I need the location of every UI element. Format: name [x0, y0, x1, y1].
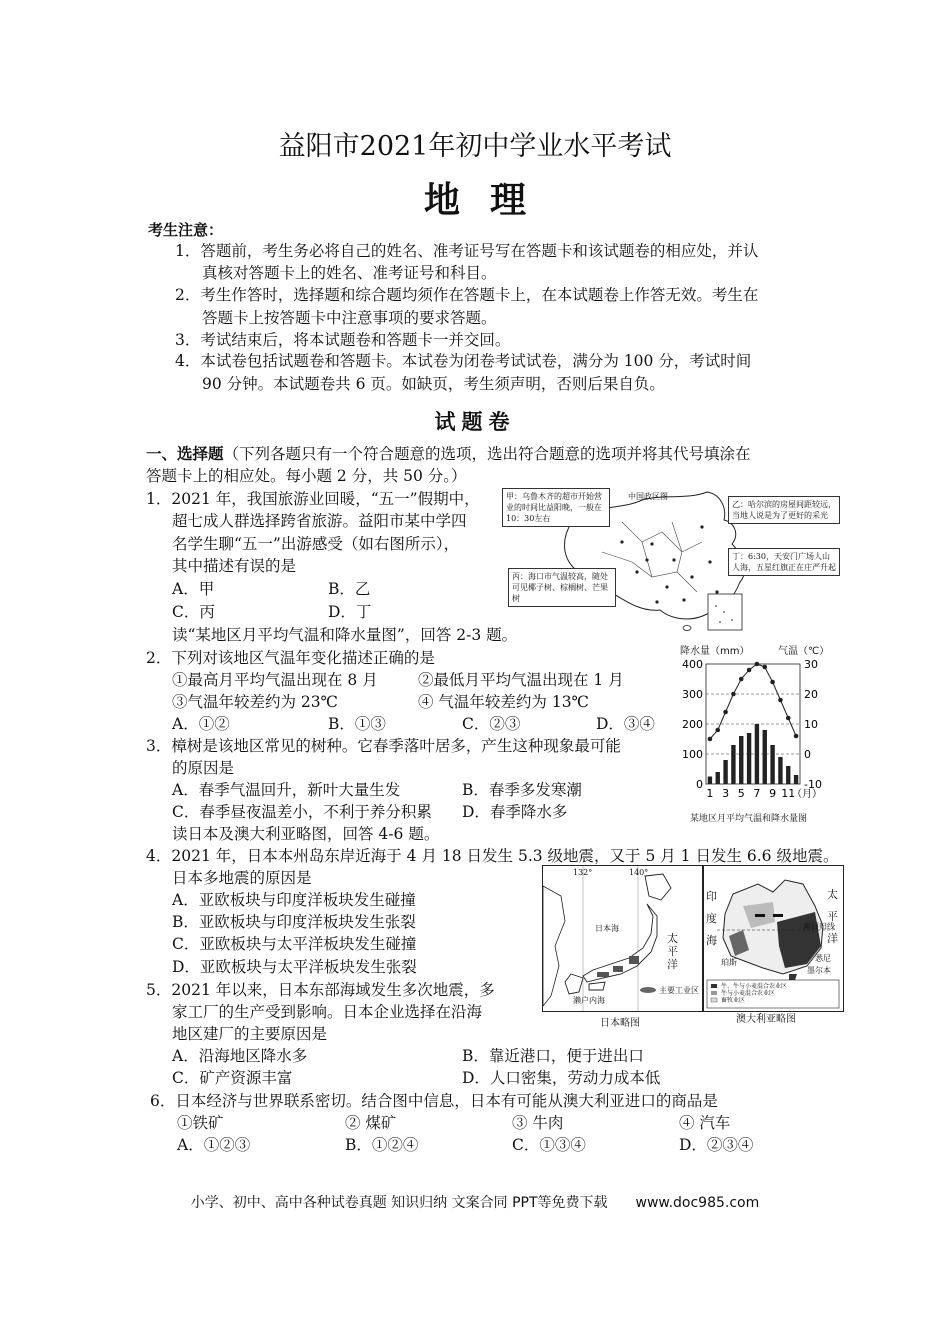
q6-option-c: C．①③④ — [512, 1136, 586, 1154]
q2-option-d: D．③④ — [596, 715, 655, 733]
x-axis-unit: （月） — [792, 789, 822, 800]
notice-item-4: 4．本试卷包括试题卷和答题卡。本试卷为闭卷考试试卷，满分为 100 分，考试时间 — [175, 352, 752, 370]
precipitation-bar — [755, 724, 759, 784]
notice-item-1: 1．答题前，考生务必将自己的姓名、准考证号写在答题卡和该试题卷的相应处，并认 — [175, 242, 759, 260]
y-left-tick-label: 100 — [682, 748, 703, 761]
temperature-point — [723, 710, 728, 715]
exam-title: 益阳市2021年初中学业水平考试 — [278, 131, 672, 162]
q6-item-1: ①铁矿 — [177, 1114, 224, 1132]
notice-item-3: 3．考试结束后，将本试题卷和答题卡一并交回。 — [175, 331, 511, 349]
q2-option-a: A．①② — [172, 715, 230, 733]
x-tick-label: 1 — [706, 787, 714, 800]
chart-caption: 某地区月平均气温和降水量图 — [690, 814, 808, 824]
q3-option-b: B．春季多发寒潮 — [462, 781, 582, 799]
temperature-point — [762, 665, 767, 670]
precipitation-bar — [739, 736, 743, 784]
aus-legend-1: 牛、牛与小麦混合农业区 — [721, 983, 788, 990]
q3-option-d: D．春季降水多 — [462, 803, 568, 821]
x-tick-label: 5 — [737, 787, 745, 800]
australia-map-caption: 澳大利亚略图 — [736, 1014, 796, 1025]
aus-legend-2: 牛与小麦混合农业区 — [721, 990, 776, 997]
aus-perth-label: 珀斯 — [721, 958, 737, 967]
japan-map — [542, 865, 704, 1012]
precipitation-bar — [747, 733, 751, 784]
section-1-desc-cont: 答题卡上的相应处。每小题 2 分，共 50 分。） — [146, 467, 467, 485]
q6-item-3: ③ 牛肉 — [512, 1114, 564, 1132]
japan-map-caption: 日本略图 — [600, 1018, 640, 1029]
japan-legend-industrial: 主要工业区 — [659, 986, 699, 995]
notice-item-1-cont: 真核对答题卡上的姓名、准考证号和科目。 — [202, 264, 497, 282]
x-tick-label: 9 — [769, 787, 777, 800]
q6-item-4: ④ 汽车 — [679, 1114, 731, 1132]
q3-stem-2: 的原因是 — [172, 759, 235, 777]
x-tick-label: 11 — [781, 787, 796, 800]
temperature-point — [770, 680, 775, 685]
temperature-point — [731, 692, 736, 697]
japan-bottom-label: 濑户内海 — [573, 996, 605, 1005]
climate-chart-svg — [668, 654, 848, 819]
temperature-point — [755, 662, 760, 667]
precipitation-bar — [763, 730, 767, 784]
temperature-point — [786, 716, 791, 721]
y-left-tick-label: 300 — [682, 688, 703, 701]
q4-option-c: C．亚欧板块与太平洋板块发生碰撞 — [172, 935, 417, 953]
chart-left-title: 降水量（mm） — [680, 646, 750, 657]
q6-item-2: ② 煤矿 — [345, 1114, 397, 1132]
y-left-tick-label: 0 — [696, 778, 703, 791]
section-1-header — [146, 443, 751, 466]
notice-heading: 考生注意： — [148, 221, 224, 239]
x-tick-label: 7 — [753, 787, 761, 800]
q4-option-b: B．亚欧板块与印度洋板块发生张裂 — [172, 913, 416, 931]
y-left-tick-label: 200 — [682, 718, 703, 731]
precipitation-bar — [731, 745, 735, 784]
q4-option-a: A．亚欧板块与印度洋板块发生碰撞 — [172, 891, 416, 909]
precipitation-bar — [708, 777, 712, 785]
q5-stem-2: 家工厂的生产受到影响。日本企业选择在沿海 — [172, 1003, 483, 1021]
notice-item-2-cont: 答题卡上按答题卡中注意事项的要求答题。 — [202, 309, 497, 327]
temperature-point — [708, 737, 713, 742]
precipitation-bar — [716, 772, 720, 784]
japan-lon-140: 140° — [629, 868, 649, 877]
precipitation-bar — [770, 745, 774, 784]
q1-stem-2: 超七成人群选择跨省旅游。益阳市某中学四 — [172, 512, 467, 530]
read-instruction-4-6: 读日本及澳大利亚略图，回答 4-6 题。 — [172, 825, 440, 843]
q6-stem: 6．日本经济与世界联系密切。结合图中信息，日本有可能从澳大利亚进口的商品是 — [150, 1092, 718, 1110]
q2-statement-4: ④ 气温年较差约为 13℃ — [418, 693, 589, 711]
q5-stem-1: 5．2021 年以来，日本东部海域发生多次地震，多 — [146, 981, 495, 999]
section-1-label: 一、选择题 — [146, 445, 224, 463]
aus-indian-2: 度 — [706, 912, 717, 925]
q2-option-c: C．②③ — [462, 715, 521, 733]
q2-statement-3: ③气温年较差约为 23℃ — [172, 693, 338, 711]
q1-option-a: A．甲 — [172, 580, 215, 598]
q5-option-d: D．人口密集，劳动力成本低 — [462, 1069, 661, 1087]
aus-indian-1: 印 — [706, 890, 717, 903]
australia-map — [702, 865, 844, 1012]
aus-legend-3: 畜牧业区 — [721, 997, 746, 1004]
chart-right-title: 气温（℃） — [778, 646, 830, 657]
q1-stem-3: 名学生聊“五一”出游感受（如右图所示）， — [172, 535, 460, 553]
china-map-title: 中国政区图 — [628, 492, 668, 501]
q1-option-d: D．丁 — [328, 603, 372, 621]
q5-option-a: A．沿海地区降水多 — [172, 1047, 308, 1065]
paper-title: 试题卷 — [434, 409, 516, 434]
q3-stem-1: 3．樟树是该地区常见的树种。它春季落叶居多，产生这种现象最可能 — [146, 737, 621, 755]
q5-stem-3: 地区建厂的主要原因是 — [172, 1025, 328, 1043]
q6-option-a: A．①②③ — [177, 1136, 251, 1154]
precipitation-bar — [794, 775, 798, 784]
speech-bing: 丙：海口市气温较高，随处可见椰子树、棕榈树、芒果树 — [508, 568, 616, 607]
q4-stem-2: 日本多地震的原因是 — [172, 869, 312, 887]
speech-jia: 甲：乌鲁木齐的超市开始营业的时间比益阳晚，一般在10：30左右 — [502, 488, 610, 527]
temperature-line — [710, 664, 796, 739]
aus-sydney-label: 悉尼 — [815, 954, 831, 963]
q1-option-c: C．丙 — [172, 603, 215, 621]
x-tick-label: 3 — [722, 787, 730, 800]
q1-option-b: B．乙 — [328, 580, 371, 598]
y-left-tick-label: 400 — [682, 658, 703, 671]
precipitation-bar — [786, 766, 790, 784]
q2-statement-2: ②最低月平均气温出现在 1 月 — [418, 671, 624, 689]
aus-pacific-2: 平 — [827, 910, 838, 923]
pacific-char-3: 洋 — [667, 958, 678, 971]
q5-option-b: B．靠近港口，便于进出口 — [462, 1047, 644, 1065]
temperature-point — [794, 734, 799, 739]
y-right-tick-label: -10 — [804, 778, 822, 791]
notice-item-2: 2．考生作答时，选择题和综合题均须作在答题卡上，在本试题卷上作答无效。考生在 — [175, 286, 759, 304]
precipitation-bar — [723, 760, 727, 784]
notice-item-4-cont: 90 分钟。本试题卷共 6 页。如缺页，考生须声明，否则后果自负。 — [202, 375, 665, 393]
japan-lon-132: 132° — [573, 868, 593, 877]
subject-title: 地理 — [423, 180, 556, 221]
speech-ding: 丁：6:30，天安门广场人山人海，五星红旗正在庄严升起 — [728, 548, 840, 576]
temperature-point — [747, 668, 752, 673]
pacific-char-1: 太 — [667, 932, 678, 945]
temperature-point — [739, 677, 744, 682]
q6-option-d: D．②③④ — [679, 1136, 754, 1154]
q5-option-c: C．矿产资源丰富 — [172, 1069, 293, 1087]
temperature-point — [778, 698, 783, 703]
aus-pacific-3: 洋 — [827, 932, 838, 945]
q6-option-b: B．①②④ — [345, 1136, 419, 1154]
y-right-tick-label: 10 — [804, 718, 818, 731]
q3-option-a: A．春季气温回升，新叶大量生发 — [172, 781, 401, 799]
q2-stem: 2．下列对该地区气温年变化描述正确的是 — [146, 649, 435, 667]
q2-option-b: B．①③ — [328, 715, 386, 733]
y-right-tick-label: 0 — [804, 748, 811, 761]
precipitation-bar — [778, 757, 782, 784]
temperature-point — [715, 728, 720, 733]
pacific-label-japan — [667, 932, 683, 971]
china-map-figure — [502, 482, 842, 632]
page-footer: 小学、初中、高中各种试卷真题 知识归纳 文案合同 PPT等免费下载 www.doc985.com — [190, 1195, 760, 1211]
q2-statement-1: ①最高月平均气温出现在 8 月 — [172, 671, 378, 689]
speech-yi: 乙：哈尔滨的房屋间距较远，当地人说是为了更好的采光 — [728, 496, 840, 524]
aus-indian-3: 海 — [706, 934, 717, 947]
q1-stem-4: 其中描述有误的是 — [172, 557, 297, 575]
aus-pacific-1: 太 — [827, 888, 838, 901]
q1-stem-1: 1．2021 年，我国旅游业回暖，“五一”假期中， — [146, 490, 480, 508]
pacific-char-2: 平 — [667, 945, 678, 958]
y-right-tick-label: 30 — [804, 658, 818, 671]
section-1-desc: （下列各题只有一个符合题意的选项，选出符合题意的选项并将其代号填涂在 — [223, 445, 751, 463]
q4-stem-1: 4．2021 年，日本本州岛东岸近海于 4 月 18 日发生 5.3 级地震，又于 5 月 1 日发生 6.6 级地震。 — [146, 847, 839, 865]
aus-melbourne-label: 墨尔本 — [807, 966, 831, 975]
q3-option-c: C．春季昼夜温差小，不利于养分积累 — [172, 803, 432, 821]
y-right-tick-label: 20 — [804, 688, 818, 701]
climate-chart — [668, 640, 848, 830]
q4-option-d: D．亚欧板块与太平洋板块发生张裂 — [172, 958, 417, 976]
read-instruction-2-3: 读“某地区月平均气温和降水量图”，回答 2-3 题。 — [172, 626, 518, 644]
aus-tropic-label: 南回归线 — [803, 922, 835, 931]
japan-sea-label: 日本海 — [595, 924, 619, 933]
